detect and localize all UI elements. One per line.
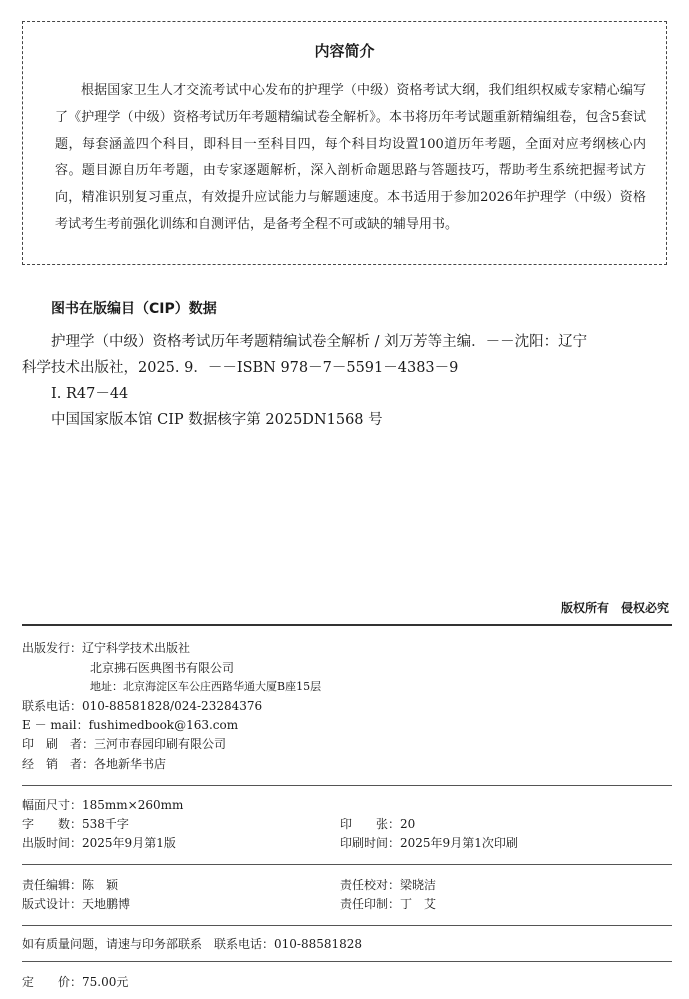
pub-time-row <box>22 835 176 851</box>
email: fushimedbook@163.com <box>88 718 239 732</box>
divider <box>22 961 672 962</box>
words: 538千字 <box>82 817 129 831</box>
email-label: E － mail： <box>22 718 89 732</box>
divider <box>22 864 672 865</box>
size: 185mm×260mm <box>82 798 184 812</box>
divider <box>22 925 672 926</box>
print-resp-row <box>340 896 436 912</box>
phone-row <box>22 698 262 714</box>
design-label: 版式设计： <box>22 897 83 911</box>
price-row <box>22 974 128 990</box>
price-label: 定 价： <box>22 975 83 989</box>
email-row <box>22 717 238 733</box>
publisher-1: 辽宁科学技术出版社 <box>82 641 191 655</box>
summary-box <box>22 21 667 265</box>
distributor-label: 经 销 者： <box>22 757 95 771</box>
words-label: 字 数： <box>22 817 83 831</box>
cip-heading: 图书在版编目（CIP）数据 <box>51 301 217 317</box>
publisher-row <box>22 640 190 656</box>
print-time: 2025年9月第1次印刷 <box>400 836 518 850</box>
editor-label: 责任编辑： <box>22 878 83 892</box>
print-resp-label: 责任印制： <box>340 897 401 911</box>
print-time-row <box>340 835 518 851</box>
editor: 陈 颖 <box>82 878 119 892</box>
publisher-2: 北京拂石医典图书有限公司 <box>90 661 235 675</box>
divider <box>22 785 672 786</box>
distributor: 各地新华书店 <box>94 757 167 771</box>
phone: 010-88581828/024-23284376 <box>82 699 263 713</box>
design-row <box>22 896 130 912</box>
sheets-row <box>340 816 415 832</box>
editor-row <box>22 877 118 893</box>
size-row <box>22 797 183 813</box>
publisher-label: 出版发行： <box>22 641 83 655</box>
address: 地址：北京海淀区车公庄西路华通大厦B座15层 <box>90 680 322 693</box>
size-label: 幅面尺寸： <box>22 798 83 812</box>
summary-title: 内容简介 <box>314 42 375 60</box>
phone-label: 联系电话： <box>22 699 83 713</box>
price: 75.00元 <box>82 975 129 989</box>
cip-line-4: 中国国家版本馆 CIP 数据核字第 2025DN1568 号 <box>51 412 383 428</box>
rights-notice: 版权所有 侵权必究 <box>560 601 669 615</box>
proof-label: 责任校对： <box>340 878 401 892</box>
cip-line-3: Ⅰ. R47－44 <box>51 386 129 402</box>
summary-body: 根据国家卫生人才交流考试中心发布的护理学（中级）资格考试大纲，我们组织权威专家精心编写了《护理学（中级）资格考试历年考题精编试卷全解析》。本书将历年考试题重新精编组卷，包含5套试题，每套涵盖四个科目，即科目一至科目四，每个科目均设置100道历年考题，全面对应考纲核心内容。题目源自历年考题，由专家逐题解析，深入剖析命题思路与答题技巧，帮助考生系统把握考试方向，精准识别复习重点，有效提升应试能力与解题速度。本书适用于参加2026年护理学（中级）资格考试考生考前强化训练和自测评估，是备考全程不可或缺的辅导用书。 <box>55 83 646 232</box>
proof-row <box>340 877 436 893</box>
cip-line-1: 护理学（中级）资格考试历年考题精编试卷全解析 / 刘万芳等主编．－－沈阳：辽宁 <box>51 334 588 350</box>
pub-time: 2025年9月第1版 <box>82 836 176 850</box>
design: 天地鹏博 <box>82 897 131 911</box>
print-time-label: 印刷时间： <box>340 836 401 850</box>
printer-label: 印 刷 者： <box>22 737 95 751</box>
sheets-label: 印 张： <box>340 817 401 831</box>
distributor-row <box>22 756 166 772</box>
quality-note: 如有质量问题，请速与印务部联系 联系电话：010-88581828 <box>22 937 363 951</box>
words-row <box>22 816 129 832</box>
printer-row <box>22 736 226 752</box>
printer: 三河市春园印刷有限公司 <box>94 737 227 751</box>
sheets: 20 <box>400 817 416 831</box>
print-resp: 丁 艾 <box>400 897 437 911</box>
divider <box>22 624 672 626</box>
cip-line-2: 科学技术出版社，2025. 9．－－ISBN 978－7－5591－4383－9 <box>22 360 459 376</box>
pub-time-label: 出版时间： <box>22 836 83 850</box>
proof: 梁晓洁 <box>400 878 437 892</box>
